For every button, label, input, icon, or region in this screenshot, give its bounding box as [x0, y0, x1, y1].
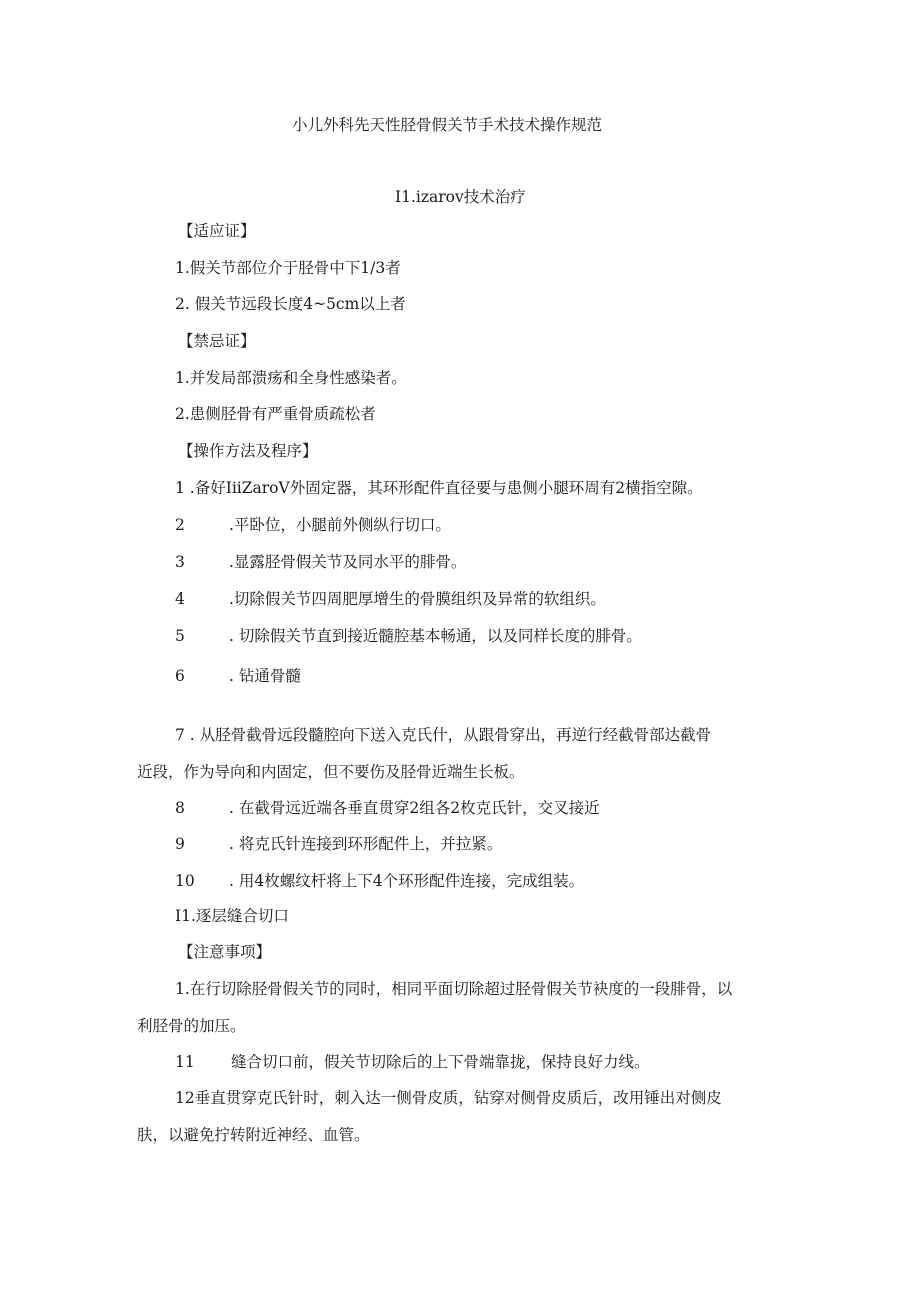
procedure-step [175, 515, 451, 535]
step-number: 6 [175, 667, 185, 685]
section-title: I1.izarov技术治疗 [395, 188, 526, 206]
note-item-2 [175, 1052, 650, 1072]
step-text: . 切除假关节直到接近髓腔基本畅通，以及同样长度的腓骨。 [229, 627, 642, 645]
indication-item: 2. 假关节远段长度4~5cm以上者 [175, 295, 406, 313]
step-number: 1 [175, 479, 185, 497]
step-text: . 用4枚螺纹杆将上下4个环形配件连接，完成组装。 [229, 872, 585, 890]
contraindication-item: 2.患侧胫骨有严重骨质疏松者 [175, 405, 376, 423]
note-item-3-line2: 肤，以避免拧转附近神经、血管。 [137, 1126, 370, 1144]
step-number: 9 [175, 835, 185, 853]
page-title: 小儿外科先天性胫骨假关节手术技术操作规范 [292, 116, 603, 134]
step-number: 4 [175, 590, 185, 608]
step-number: 5 [175, 627, 185, 645]
step-text: .备好IiiZaroV外固定器，其环形配件直径要与患侧小腿环周有2横指空隙。 [184, 479, 703, 497]
procedure-step [175, 552, 466, 572]
procedure-heading: 【操作方法及程序】 [178, 442, 318, 460]
note-number: 11 [175, 1053, 195, 1071]
procedure-step [175, 666, 301, 686]
procedure-step [175, 626, 642, 646]
note-text: 缝合切口前，假关节切除后的上下骨端靠拢，保持良好力线。 [231, 1053, 650, 1071]
step-number: 2 [175, 516, 185, 534]
step-text: . 将克氏针连接到环形配件上，并拉紧。 [229, 835, 503, 853]
step-number: 8 [175, 799, 185, 817]
note-item-1-line2: 利胫骨的加压。 [137, 1017, 246, 1035]
step-text: . 在截骨远近端各垂直贯穿2组各2枚克氏针，交叉接近 [229, 799, 600, 817]
step-text: .显露胫骨假关节及同水平的腓骨。 [229, 553, 467, 571]
note-item-3-line1: 12垂直贯穿克氏针时，刺入达一侧骨皮质，钻穿对侧骨皮质后，改用锤出对侧皮 [175, 1089, 722, 1107]
indication-item: 1.假关节部位介于胫骨中下1/3者 [175, 259, 401, 277]
procedure-step [175, 834, 502, 854]
note-item-1-line1: 1.在行切除胫骨假关节的同时，相同平面切除超过胫骨假关节袂度的一段腓骨，以 [175, 980, 733, 998]
contraindication-item: 1.并发局部溃疡和全身性感染者。 [175, 369, 407, 387]
step-text: . 钻通骨髓 [229, 667, 301, 685]
procedure-step [175, 478, 703, 498]
notes-heading: 【注意事项】 [178, 943, 272, 961]
procedure-step [175, 589, 606, 609]
step-number: 3 [175, 553, 185, 571]
indications-heading: 【适应证】 [178, 222, 256, 240]
procedure-step-7-line1: 7 . 从胫骨截骨远段髓腔向下送入克氏什，从跟骨穿出，再逆行经截骨部达截骨 [175, 726, 712, 744]
step-text: .平卧位，小腿前外侧纵行切口。 [229, 516, 451, 534]
procedure-step [175, 871, 584, 891]
step-text: .切除假关节四周肥厚增生的骨膜组织及异常的软组织。 [229, 590, 606, 608]
contraindications-heading: 【禁忌证】 [178, 332, 256, 350]
procedure-step-11: I1.逐层缝合切口 [175, 907, 289, 925]
step-number: 10 [175, 872, 195, 890]
procedure-step-7-line2: 近段，作为导向和内固定，但不要伤及胫骨近端生长板。 [137, 763, 525, 781]
procedure-step [175, 798, 600, 818]
